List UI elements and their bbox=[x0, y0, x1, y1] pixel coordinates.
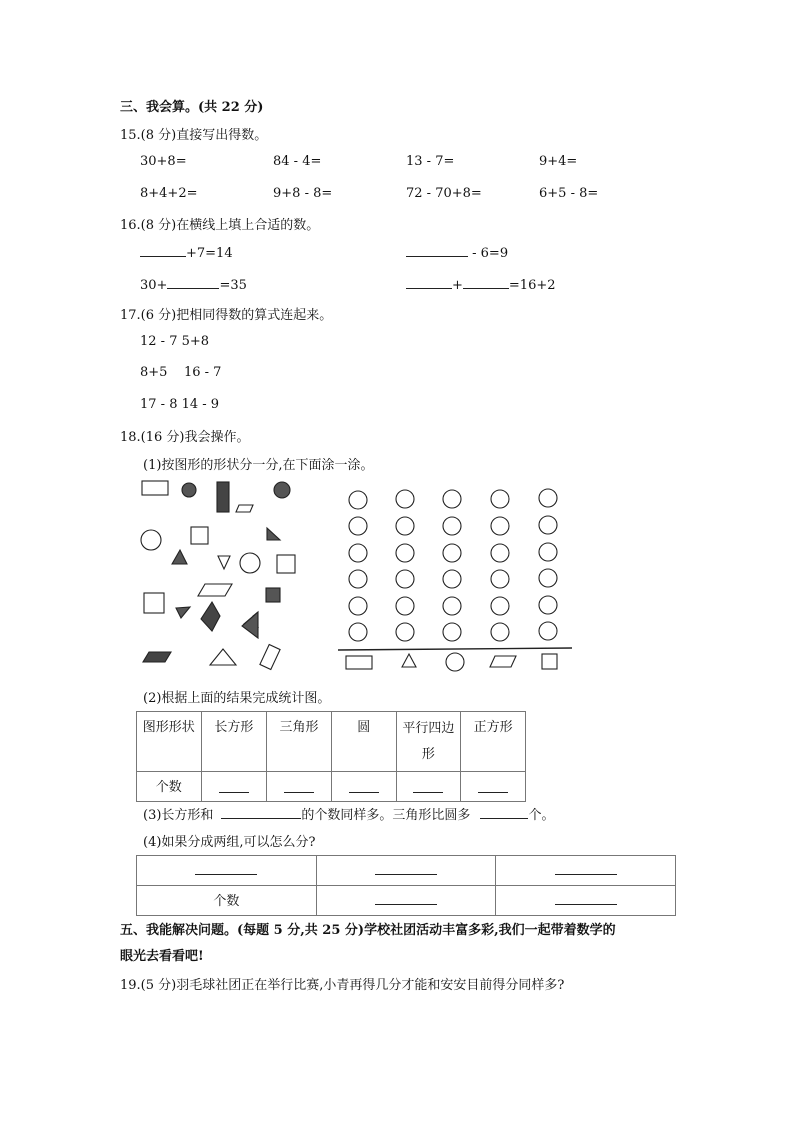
section5-title: 五、我能解决问题。(每题 5 分,共 25 分)学校社团活动丰富多彩,我们一起带着数学的 bbox=[120, 923, 616, 938]
parallelogram-shape bbox=[198, 584, 232, 596]
answer-blank[interactable] bbox=[406, 276, 452, 289]
parallelogram-shape bbox=[143, 652, 171, 662]
parallelogram-shape bbox=[236, 505, 253, 512]
count-cell[interactable] bbox=[331, 772, 396, 802]
q16-eq-2: - 6=9 bbox=[406, 244, 508, 261]
answer-blank[interactable] bbox=[140, 244, 186, 257]
triangle-shape bbox=[176, 607, 190, 618]
triangle-shape bbox=[242, 612, 258, 638]
answer-blank[interactable] bbox=[480, 806, 528, 819]
table-header: 平行四边 形 bbox=[396, 712, 461, 772]
section3-title: 三、我会算。(共 22 分) bbox=[120, 100, 264, 115]
square-shape bbox=[201, 602, 220, 631]
rectangle-shape bbox=[260, 644, 280, 669]
answer-blank[interactable] bbox=[221, 806, 301, 819]
count-cell[interactable] bbox=[267, 772, 332, 802]
answer-blank[interactable] bbox=[167, 276, 219, 289]
q18-part3: (3)长方形和 的个数同样多。三角形比圆多 个。 bbox=[143, 808, 555, 823]
q17-row: 12 - 7 5+8 bbox=[140, 334, 210, 349]
group-header-cell[interactable] bbox=[496, 856, 676, 886]
group-header-cell[interactable] bbox=[316, 856, 496, 886]
parallelogram-shape bbox=[490, 656, 516, 667]
q18-part4: (4)如果分成两组,可以怎么分? bbox=[143, 835, 316, 850]
circle-shape bbox=[141, 530, 161, 550]
table-header: 圆 bbox=[331, 712, 396, 772]
square-shape bbox=[277, 555, 295, 573]
q15-item: 9+4= bbox=[539, 154, 578, 169]
circle-shape bbox=[274, 482, 290, 498]
square-shape bbox=[266, 588, 280, 602]
triangle-shape bbox=[172, 550, 187, 564]
q15-item: 9+8 - 8= bbox=[273, 186, 333, 201]
q18-title: 18.(16 分)我会操作。 bbox=[120, 430, 250, 445]
rectangle-shape bbox=[346, 656, 372, 669]
circle-shape bbox=[240, 553, 260, 573]
q19-title: 19.(5 分)羽毛球社团正在举行比赛,小青再得几分才能和安安目前得分同样多? bbox=[120, 978, 565, 993]
circle-shape bbox=[446, 653, 464, 671]
stat-table bbox=[136, 711, 526, 802]
q16-title: 16.(8 分)在横线上填上合适的数。 bbox=[120, 218, 320, 233]
q17-row: 8+5 16 - 7 bbox=[140, 365, 222, 380]
q15-item: 72 - 70+8= bbox=[406, 186, 482, 201]
group-count-cell[interactable] bbox=[496, 886, 676, 916]
shapes-figure bbox=[134, 476, 304, 672]
coloring-grid bbox=[336, 480, 576, 674]
triangle-shape bbox=[402, 654, 416, 667]
table-header: 正方形 bbox=[461, 712, 526, 772]
table-header: 图形形状 bbox=[137, 712, 202, 772]
circle-shape bbox=[182, 483, 196, 497]
count-cell[interactable] bbox=[461, 772, 526, 802]
triangle-shape bbox=[267, 528, 280, 540]
group-count-cell[interactable] bbox=[316, 886, 496, 916]
table-header: 三角形 bbox=[267, 712, 332, 772]
q18-part2: (2)根据上面的结果完成统计图。 bbox=[143, 691, 331, 706]
q15-title: 15.(8 分)直接写出得数。 bbox=[120, 128, 268, 143]
table-header: 长方形 bbox=[201, 712, 267, 772]
group-table bbox=[136, 855, 676, 916]
q16-eq-4: + =16+2 bbox=[406, 276, 556, 293]
triangle-shape bbox=[218, 556, 230, 569]
q16-eq-1: +7=14 bbox=[140, 244, 233, 261]
table-row-label: 个数 bbox=[137, 772, 202, 802]
q18-part1: (1)按图形的形状分一分,在下面涂一涂。 bbox=[143, 458, 374, 473]
group-header-cell[interactable] bbox=[137, 856, 317, 886]
answer-blank[interactable] bbox=[406, 244, 468, 257]
q16-eq-3: 30+ =35 bbox=[140, 278, 247, 293]
square-shape bbox=[542, 654, 557, 669]
q15-item: 30+8= bbox=[140, 154, 187, 169]
triangle-shape bbox=[210, 649, 236, 665]
square-shape bbox=[144, 593, 164, 613]
count-cell[interactable] bbox=[201, 772, 267, 802]
rectangle-shape bbox=[142, 481, 168, 495]
count-cell[interactable] bbox=[396, 772, 461, 802]
q15-item: 8+4+2= bbox=[140, 186, 198, 201]
q17-title: 17.(6 分)把相同得数的算式连起来。 bbox=[120, 308, 333, 323]
table-row-label: 个数 bbox=[137, 886, 317, 916]
answer-blank[interactable] bbox=[463, 276, 509, 289]
rectangle-shape bbox=[217, 482, 229, 512]
square-shape bbox=[191, 527, 208, 544]
q17-row: 17 - 8 14 - 9 bbox=[140, 397, 220, 412]
q15-item: 84 - 4= bbox=[273, 154, 322, 169]
q15-item: 13 - 7= bbox=[406, 154, 455, 169]
section5-subtitle: 眼光去看看吧! bbox=[120, 949, 204, 964]
q15-item: 6+5 - 8= bbox=[539, 186, 599, 201]
